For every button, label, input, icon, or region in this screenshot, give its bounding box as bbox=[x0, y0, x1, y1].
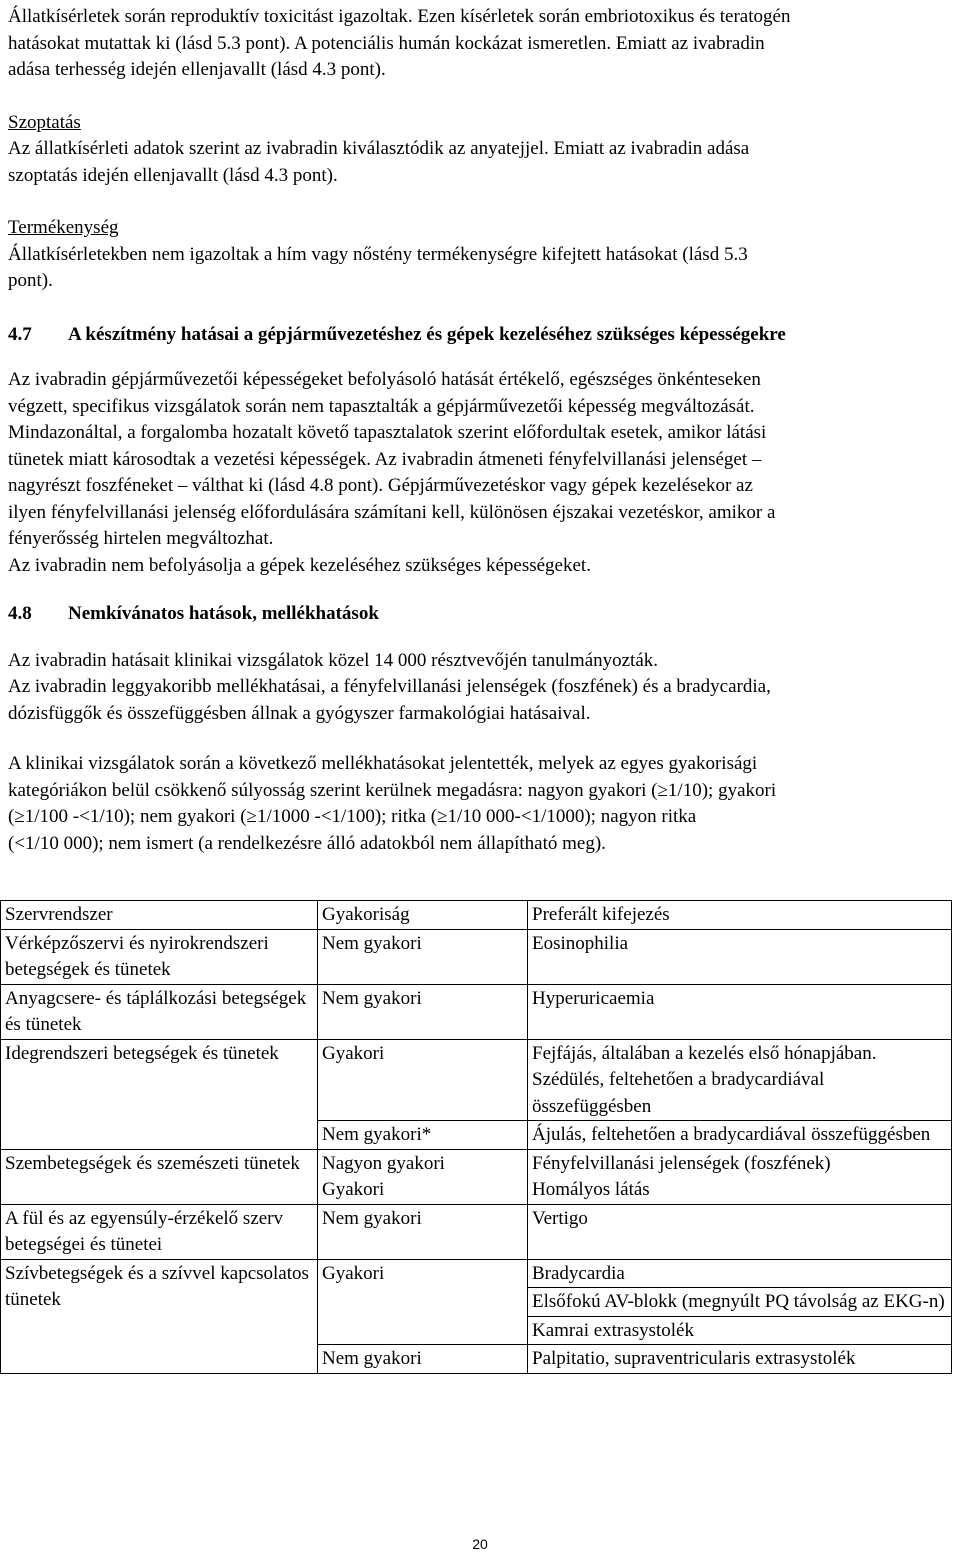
term-cell: Kamrai extrasystolék bbox=[528, 1316, 952, 1345]
intro-line-3: adása terhesség idején ellenjavallt (lásd 4.3 pont). bbox=[8, 59, 386, 80]
section-4-7-line-5: nagyrészt foszféneket – válthat ki (lásd 4.8 pont). Gépjárművezetéskor vagy gépek kezelésekor az bbox=[8, 475, 753, 496]
section-4-7-line-6: ilyen fényfelvillanási jelenség előfordulására számítani kell, különösen éjszakai vezetéskor, amikor a bbox=[8, 501, 776, 523]
section-4-8-para2-line-3: (≥1/100 -<1/10); nem gyakori (≥1/1000 -<1/100); ritka (≥1/10 000-<1/1000); nagyon ritka bbox=[8, 806, 697, 827]
breastfeeding-heading: Szoptatás bbox=[8, 111, 81, 133]
section-4-7-line-2: végzett, specifikus vizsgálatok során nem tapasztalták a gépjárművezetői képesség megváltozását. bbox=[8, 395, 755, 417]
intro-line-2: hatásokat mutattak ki (lásd 5.3 pont). A potenciális humán kockázat ismeretlen. Emiatt az ivabradin bbox=[8, 32, 765, 54]
section-4-8-para1-line-1: Az ivabradin hatásait klinikai vizsgálatok közel 14 000 résztvevőjén tanulmányozták. bbox=[8, 649, 659, 671]
frequency-cell: Nem gyakori* bbox=[318, 1121, 528, 1150]
term-cell: Elsőfokú AV-blokk (megnyúlt PQ távolság az EKG-n) bbox=[528, 1288, 952, 1317]
section-4-8-para2-line-4: (<1/10 000); nem ismert (a rendelkezésre álló adatokból nem állapítható meg). bbox=[8, 832, 606, 854]
frequency-line: Gyakori bbox=[322, 1179, 385, 1200]
term-cell: Hyperuricaemia bbox=[528, 984, 952, 1039]
section-4-7-title: A készítmény hatásai a gépjárművezetéshez és gépek kezeléséhez szükséges képességekre bbox=[68, 323, 786, 345]
term-cell: Palpitatio, supraventricularis extrasystolék bbox=[528, 1345, 952, 1374]
section-4-7-line-4: tünetek miatt károsodtak a vezetési képességek. Az ivabradin átmeneti fényfelvillanási jelenséget – bbox=[8, 448, 762, 470]
adverse-reactions-table bbox=[0, 900, 952, 1374]
organ-cell: Szembetegségek és szemészeti tünetek bbox=[1, 1149, 318, 1204]
organ-cell: Idegrendszeri betegségek és tünetek bbox=[1, 1039, 318, 1149]
section-4-7-line-8: Az ivabradin nem befolyásolja a gépek kezeléséhez szükséges képességeket. bbox=[8, 554, 591, 576]
breastfeeding-line-2: szoptatás idején ellenjavallt (lásd 4.3 pont). bbox=[8, 164, 338, 186]
table-row bbox=[1, 984, 952, 1039]
term-line: Fejfájás, általában a kezelés első hónapjában. bbox=[532, 1042, 877, 1064]
fertility-heading: Termékenység bbox=[8, 217, 119, 238]
table-row bbox=[1, 1259, 952, 1288]
section-4-7-number: 4.7 bbox=[8, 323, 32, 345]
page-number: 20 bbox=[472, 1536, 488, 1552]
organ-cell: Anyagcsere- és táplálkozási betegségek és tünetek bbox=[1, 984, 318, 1039]
term-line: Szédülés, feltehetően a bradycardiával összefüggésben bbox=[532, 1069, 825, 1117]
section-4-8-para1-line-3: dózisfüggők és összefüggésben állnak a gyógyszer farmakológiai hatásaival. bbox=[8, 702, 591, 724]
intro-line-1: Állatkísérletek során reproduktív toxicitást igazoltak. Ezen kísérletek során embriotoxikus és teratogén bbox=[8, 6, 791, 27]
section-4-7-heading bbox=[8, 322, 952, 349]
term-cell: Bradycardia bbox=[528, 1259, 952, 1288]
table-header-row bbox=[1, 901, 952, 930]
fertility-line-2: pont). bbox=[8, 270, 53, 291]
table-row bbox=[1, 929, 952, 984]
frequency-cell: Gyakori bbox=[318, 1259, 528, 1345]
breastfeeding-line-1: Az állatkísérleti adatok szerint az ivabradin kiválasztódik az anyatejjel. Emiatt az ivabradin adása bbox=[8, 138, 750, 159]
term-cell bbox=[528, 1149, 952, 1204]
frequency-cell: Nem gyakori bbox=[318, 929, 528, 984]
term-cell: Vertigo bbox=[528, 1204, 952, 1259]
organ-cell: Szívbetegségek és a szívvel kapcsolatos tünetek bbox=[1, 1259, 318, 1373]
term-cell: Eosinophilia bbox=[528, 929, 952, 984]
document-page bbox=[8, 4, 952, 857]
section-4-8-para2-line-1: A klinikai vizsgálatok során a következő mellékhatásokat jelentették, melyek az egyes gyakorisági bbox=[8, 753, 758, 774]
frequency-cell: Nem gyakori bbox=[318, 1204, 528, 1259]
table-row bbox=[1, 1149, 952, 1204]
section-4-7-line-7: fényerősség hirtelen megváltozhat. bbox=[8, 528, 274, 549]
table-row bbox=[1, 1204, 952, 1259]
term-line: Fényfelvillanási jelenségek (foszfének) bbox=[532, 1152, 831, 1174]
header-frequency: Gyakoriság bbox=[318, 901, 528, 930]
section-4-8-title: Nemkívánatos hatások, mellékhatások bbox=[68, 603, 379, 624]
section-4-8-para1-line-2: Az ivabradin leggyakoribb mellékhatásai, a fényfelvillanási jelenségek (foszfének) és a bradycardia, bbox=[8, 676, 771, 697]
header-preferred-term: Preferált kifejezés bbox=[528, 901, 952, 930]
frequency-cell: Nem gyakori bbox=[318, 1345, 528, 1374]
section-4-8-para2-line-2: kategóriákon belül csökkenő súlyosság szerint kerülnek megadásra: nagyon gyakori (≥1/10); gyakori bbox=[8, 779, 777, 801]
frequency-cell: Nem gyakori bbox=[318, 984, 528, 1039]
organ-cell: A fül és az egyensúly-érzékelő szerv betegségei és tünetei bbox=[1, 1204, 318, 1259]
header-organ-system: Szervrendszer bbox=[1, 901, 318, 930]
frequency-line: Nagyon gyakori bbox=[322, 1152, 445, 1174]
frequency-cell: Gyakori bbox=[318, 1039, 528, 1121]
table-row bbox=[1, 1039, 952, 1121]
fertility-line-1: Állatkísérletekben nem igazoltak a hím vagy nőstény termékenységre kifejtett hatásokat (lásd 5.3 bbox=[8, 243, 748, 265]
term-cell bbox=[528, 1039, 952, 1121]
organ-cell: Vérképzőszervi és nyirokrendszeri betegségek és tünetek bbox=[1, 929, 318, 984]
term-cell: Ájulás, feltehetően a bradycardiával összefüggésben bbox=[528, 1121, 952, 1150]
section-4-8-number: 4.8 bbox=[8, 603, 32, 624]
term-line: Homályos látás bbox=[532, 1179, 650, 1200]
section-4-7-line-3: Mindazonáltal, a forgalomba hozatalt követő tapasztalatok szerint előfordultak esetek, amikor látási bbox=[8, 422, 767, 443]
frequency-cell bbox=[318, 1149, 528, 1204]
section-4-8-heading bbox=[8, 601, 952, 628]
section-4-7-line-1: Az ivabradin gépjárművezetői képességeket befolyásoló hatását értékelő, egészséges önkénteseken bbox=[8, 369, 761, 390]
